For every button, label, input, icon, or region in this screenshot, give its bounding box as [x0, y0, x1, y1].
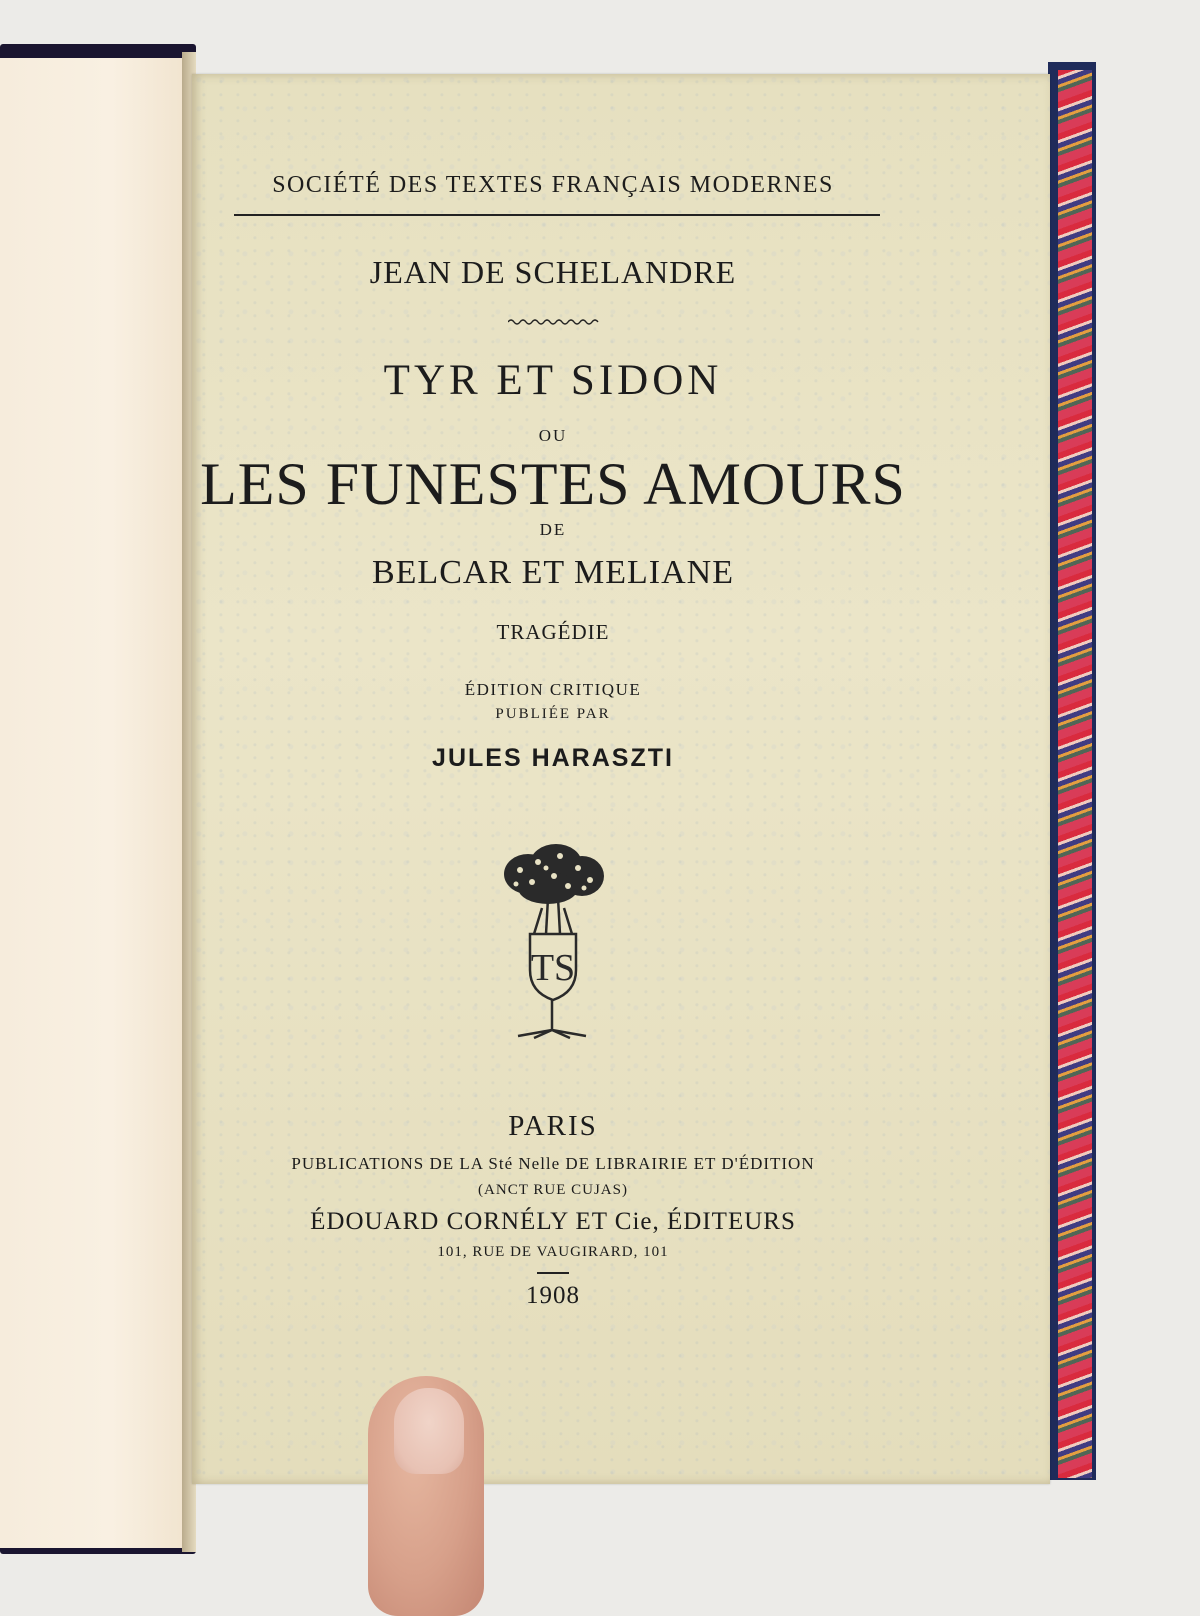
- title-line-3: BELCAR ET MELIANE: [371, 554, 734, 591]
- publisher-line-3: ÉDOUARD CORNÉLY ET Cie, ÉDITEURS: [310, 1208, 796, 1235]
- svg-text:TS: TS: [530, 947, 576, 989]
- editor-name: JULES HARASZTI: [432, 744, 674, 772]
- marbled-edge: [1058, 70, 1092, 1478]
- title-line-2: LES FUNESTES AMOURS: [200, 451, 906, 517]
- tree-shield-monogram-icon: [498, 842, 608, 1042]
- title-conjunction-de: DE: [539, 520, 567, 539]
- publication-year: 1908: [526, 1282, 580, 1309]
- title-line-1: TYR ET SIDON: [383, 357, 723, 404]
- genre-label: TRAGÉDIE: [496, 620, 610, 644]
- imprint-rule: [537, 1272, 569, 1274]
- series-name: SOCIÉTÉ DES TEXTES FRANÇAIS MODERNES: [272, 172, 834, 198]
- fingernail: [394, 1388, 464, 1474]
- publisher-address: 101, RUE DE VAUGIRARD, 101: [437, 1244, 669, 1260]
- published-by-label: PUBLIÉE PAR: [495, 706, 611, 722]
- wavy-rule-ornament: [508, 318, 600, 326]
- author-name: JEAN DE SCHELANDRE: [369, 254, 737, 290]
- title-conjunction-ou: OU: [538, 426, 568, 445]
- publisher-line-1: PUBLICATIONS DE LA Sté Nelle DE LIBRAIRIE ET D'ÉDITION: [291, 1154, 815, 1173]
- imprint-city: PARIS: [508, 1110, 598, 1142]
- endpaper-left: [0, 58, 186, 1548]
- title-page: [192, 74, 1050, 1484]
- publisher-line-2: (ANCT RUE CUJAS): [478, 1182, 628, 1198]
- series-rule: [234, 214, 880, 216]
- edition-note: ÉDITION CRITIQUE: [464, 680, 642, 699]
